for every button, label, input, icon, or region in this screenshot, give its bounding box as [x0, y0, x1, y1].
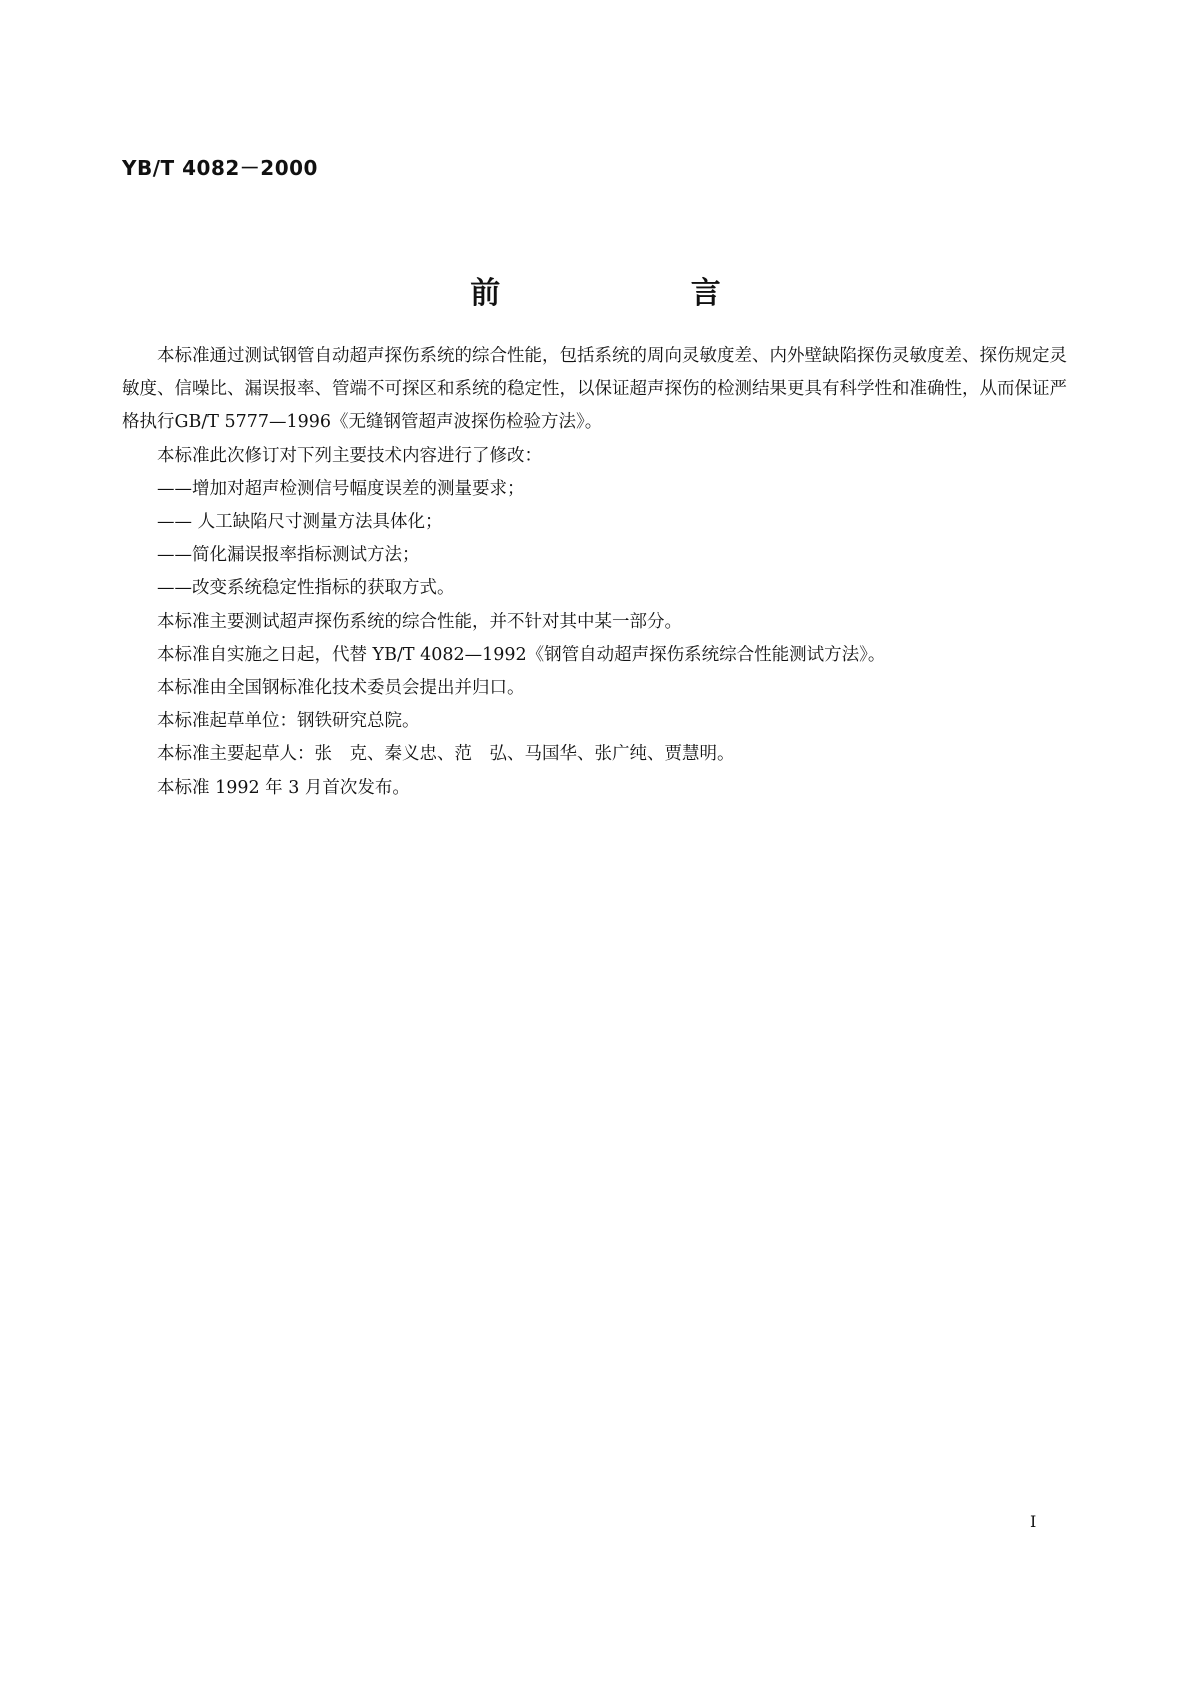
- foreword-body: [122, 340, 1067, 805]
- paragraph-first-issue: 本标准 1992 年 3 月首次发布。: [157, 777, 410, 798]
- paragraph-drafters: 本标准主要起草人：张 克、秦义忠、范 弘、马国华、张广纯、贾慧明。: [157, 744, 735, 765]
- paragraph-scope: 本标准通过测试钢管自动超声探伤系统的综合性能，包括系统的周向灵敏度差、内外壁缺陷探伤灵敏度差、探伤规定灵敏度、信噪比、漏误报率、管端不可探区和系统的稳定性，以保证超声探伤的检测结果更具有科学性和准确性，从而保证严格执行GB/T 5777—1996《无缝钢管超声波探伤检验方法》。: [122, 346, 1067, 433]
- paragraph-drafting-unit: 本标准起草单位：钢铁研究总院。: [157, 711, 420, 732]
- page-title: 前 言: [470, 276, 811, 311]
- revision-item: ——增加对超声检测信号幅度误差的测量要求；: [157, 478, 525, 499]
- revision-item: ——简化漏误报率指标测试方法；: [157, 545, 420, 566]
- revision-item: ——改变系统稳定性指标的获取方式。: [157, 578, 455, 599]
- page-number: I: [1030, 1512, 1037, 1531]
- revision-item: —— 人工缺陷尺寸测量方法具体化；: [157, 512, 443, 533]
- paragraph-test-focus: 本标准主要测试超声探伤系统的综合性能，并不针对其中某一部分。: [157, 611, 682, 632]
- paragraph-replaces: 本标准自实施之日起，代替 YB/T 4082—1992《钢管自动超声探伤系统综合性能测试方法》。: [157, 644, 886, 665]
- paragraph-proposed-by: 本标准由全国钢标准化技术委员会提出并归口。: [157, 678, 525, 699]
- standard-code: YB/T 4082－2000: [122, 156, 318, 180]
- paragraph-revision-intro: 本标准此次修订对下列主要技术内容进行了修改：: [157, 445, 542, 466]
